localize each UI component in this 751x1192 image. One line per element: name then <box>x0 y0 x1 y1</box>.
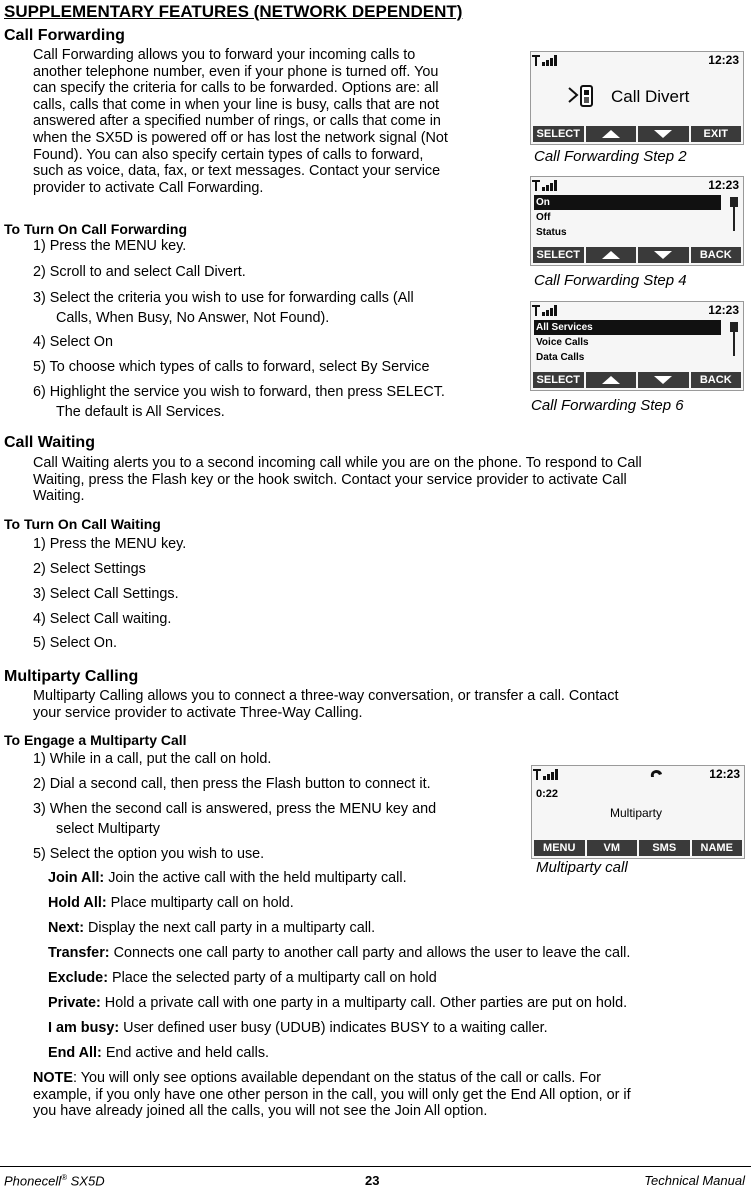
back-softkey: BACK <box>691 372 742 388</box>
note-text: : You will only see options available dependant on the status of the call or calls. For <box>72 1070 601 1086</box>
figure-caption: Call Forwarding Step 4 <box>534 272 687 289</box>
text-line: Call Waiting alerts you to a second incoming call while you are on the phone. To respond to Call <box>33 455 642 471</box>
page-number: 23 <box>365 1173 380 1188</box>
down-arrow-softkey <box>638 247 689 263</box>
step-item: 1) While in a call, put the call on hold. <box>33 751 272 767</box>
signal-bars-icon <box>535 305 561 316</box>
option-term: I am busy: <box>48 1020 120 1036</box>
text-line: answered after a specified number of rings, or calls that come in <box>33 113 441 130</box>
option-join-all <box>48 870 407 886</box>
scrollbar-thumb <box>730 322 738 332</box>
clock-time: 12:23 <box>708 53 739 67</box>
footer-manual: Technical Manual <box>644 1173 745 1188</box>
option-desc: End active and held calls. <box>101 1045 270 1061</box>
arrow-down-icon <box>654 251 672 259</box>
multiparty-subheading: To Engage a Multiparty Call <box>4 732 187 748</box>
option-term: End All: <box>48 1045 102 1061</box>
scrollbar-thumb <box>730 197 738 207</box>
option-i-am-busy <box>48 1020 548 1036</box>
step-item-continued: select Multiparty <box>56 821 160 837</box>
up-arrow-softkey <box>586 126 637 142</box>
option-term: Exclude: <box>48 970 108 986</box>
multiparty-description <box>33 688 749 721</box>
option-private <box>48 995 627 1011</box>
call-forwarding-description <box>33 47 523 196</box>
option-desc: Place the selected party of a multiparty call on hold <box>107 970 437 986</box>
note <box>33 1070 749 1120</box>
option-hold-all <box>48 895 294 911</box>
menu-item-selected: All Services <box>534 320 721 335</box>
registered-mark: ® <box>61 1173 68 1182</box>
select-softkey: SELECT <box>533 372 584 388</box>
menu-item: Voice Calls <box>536 337 589 348</box>
call-timer: 0:22 <box>536 788 559 800</box>
back-softkey: BACK <box>691 247 742 263</box>
name-softkey: NAME <box>692 840 743 856</box>
arrow-up-icon <box>602 130 620 138</box>
text-line: calls, calls that come in when your line is busy, calls that are not <box>33 96 440 113</box>
text-line: example, if you only have one other person in the call, you will only get the End All option, or if <box>33 1086 631 1103</box>
menu-item: Data Calls <box>536 352 585 363</box>
option-desc: Join the active call with the held multiparty call. <box>104 870 407 886</box>
clock-time: 12:23 <box>709 767 740 781</box>
option-desc: Connects one call party to another call party and allows the user to leave the call. <box>109 945 631 961</box>
step-item: 3) Select the criteria you wish to use for forwarding calls (All <box>33 290 414 306</box>
step-item: 4) Select Call waiting. <box>33 611 172 627</box>
option-desc: Display the next call party in a multiparty call. <box>83 920 376 936</box>
text-line: Waiting. <box>33 488 85 505</box>
step-item: 3) When the second call is answered, press the MENU key and <box>33 801 437 817</box>
up-arrow-softkey <box>586 372 637 388</box>
option-term: Hold All: <box>48 895 107 911</box>
step-item: 1) Press the MENU key. <box>33 536 187 552</box>
figure-caption: Call Forwarding Step 6 <box>531 397 684 414</box>
footer-product <box>4 1173 105 1188</box>
text-line: Waiting, press the Flash key or the hook switch. Contact your service provider to activate Call <box>33 471 627 488</box>
step-item: 2) Select Settings <box>33 561 146 577</box>
menu-item: Status <box>536 227 567 238</box>
option-end-all <box>48 1045 269 1061</box>
footer-product-name: Phonecell <box>4 1173 62 1189</box>
option-exclude <box>48 970 437 986</box>
up-arrow-softkey <box>586 247 637 263</box>
arrow-up-icon <box>602 376 620 384</box>
screen-label: Multiparty <box>610 806 663 820</box>
signal-bars-icon <box>535 180 561 191</box>
option-term: Join All: <box>48 870 105 886</box>
menu-item: Off <box>536 212 551 223</box>
step-item-continued: Calls, When Busy, No Answer, Not Found). <box>56 310 330 326</box>
select-softkey: SELECT <box>533 247 584 263</box>
option-transfer <box>48 945 630 961</box>
phone-screen-step4 <box>530 176 744 266</box>
footer-divider <box>0 1166 751 1167</box>
text-line: when the SX5D is powered off or has lost the network signal (Not <box>33 129 448 146</box>
arrow-up-icon <box>602 251 620 259</box>
option-desc: Hold a private call with one party in a multiparty call. Other parties are put on hold. <box>100 995 628 1011</box>
call-waiting-subheading: To Turn On Call Waiting <box>4 516 161 532</box>
option-desc: User defined user busy (UDUB) indicates BUSY to a waiting caller. <box>119 1020 548 1036</box>
vm-softkey: VM <box>587 840 638 856</box>
text-line: can specify the criteria for calls to be forwarded. Options are: all <box>33 80 439 97</box>
footer-model: SX5D <box>67 1173 105 1189</box>
text-line: provider to activate Call Forwarding. <box>33 179 264 196</box>
option-desc: Place multiparty call on hold. <box>106 895 294 911</box>
screen-label: Call Divert <box>611 87 690 106</box>
call-waiting-description <box>33 455 749 505</box>
step-item-continued: The default is All Services. <box>56 404 225 420</box>
text-line: another telephone number, even if your phone is turned off. You <box>33 63 439 80</box>
clock-time: 12:23 <box>708 303 739 317</box>
text-line: Found). You can also specify certain types of calls to forward, <box>33 146 424 163</box>
step-item: 4) Select On <box>33 334 113 350</box>
step-item: 5) To choose which types of calls to forward, select By Service <box>33 359 430 375</box>
down-arrow-softkey <box>638 372 689 388</box>
option-next <box>48 920 375 936</box>
down-arrow-softkey <box>638 126 689 142</box>
step-item: 2) Dial a second call, then press the Flash button to connect it. <box>33 776 431 792</box>
arrow-down-icon <box>654 376 672 384</box>
text-line: you have already joined all the calls, you will not see the Join All option. <box>33 1103 488 1120</box>
menu-softkey: MENU <box>534 840 585 856</box>
menu-item-selected: On <box>534 195 721 210</box>
text-line <box>33 1070 749 1087</box>
text-line: such as voice, data, fax, or text messages. Contact your service <box>33 163 441 180</box>
multiparty-heading: Multiparty Calling <box>4 668 139 685</box>
phone-screen-multiparty <box>531 765 745 859</box>
call-waiting-heading: Call Waiting <box>4 434 95 451</box>
phone-screen-step6 <box>530 301 744 391</box>
option-term: Private: <box>48 995 101 1011</box>
call-forwarding-subheading: To Turn On Call Forwarding <box>4 221 188 237</box>
signal-bars-icon <box>535 55 561 66</box>
step-item: 5) Select On. <box>33 635 117 651</box>
sms-softkey: SMS <box>639 840 690 856</box>
step-item: 1) Press the MENU key. <box>33 238 187 254</box>
phone-handset-icon <box>649 768 663 780</box>
option-term: Next: <box>48 920 84 936</box>
figure-caption: Call Forwarding Step 2 <box>534 148 687 165</box>
step-item: 6) Highlight the service you wish to forward, then press SELECT. <box>33 384 445 400</box>
option-term: Transfer: <box>48 945 110 961</box>
call-forwarding-heading: Call Forwarding <box>4 27 125 44</box>
exit-softkey: EXIT <box>691 126 742 142</box>
note-label: NOTE <box>33 1070 73 1086</box>
clock-time: 12:23 <box>708 178 739 192</box>
text-line: Call Forwarding allows you to forward your incoming calls to <box>33 47 416 63</box>
text-line: Multiparty Calling allows you to connect a three-way conversation, or transfer a call. Contact <box>33 688 619 704</box>
step-item: 3) Select Call Settings. <box>33 586 179 602</box>
signal-bars-icon <box>536 769 562 780</box>
figure-caption: Multiparty call <box>536 859 628 876</box>
text-line: your service provider to activate Three-Way Calling. <box>33 704 363 721</box>
phone-screen-step2 <box>530 51 744 145</box>
step-item: 5) Select the option you wish to use. <box>33 846 265 862</box>
step-item: 2) Scroll to and select Call Divert. <box>33 264 246 280</box>
call-divert-icon <box>567 82 597 110</box>
page-title: SUPPLEMENTARY FEATURES (NETWORK DEPENDENT) <box>4 2 463 21</box>
select-softkey: SELECT <box>533 126 584 142</box>
arrow-down-icon <box>654 130 672 138</box>
